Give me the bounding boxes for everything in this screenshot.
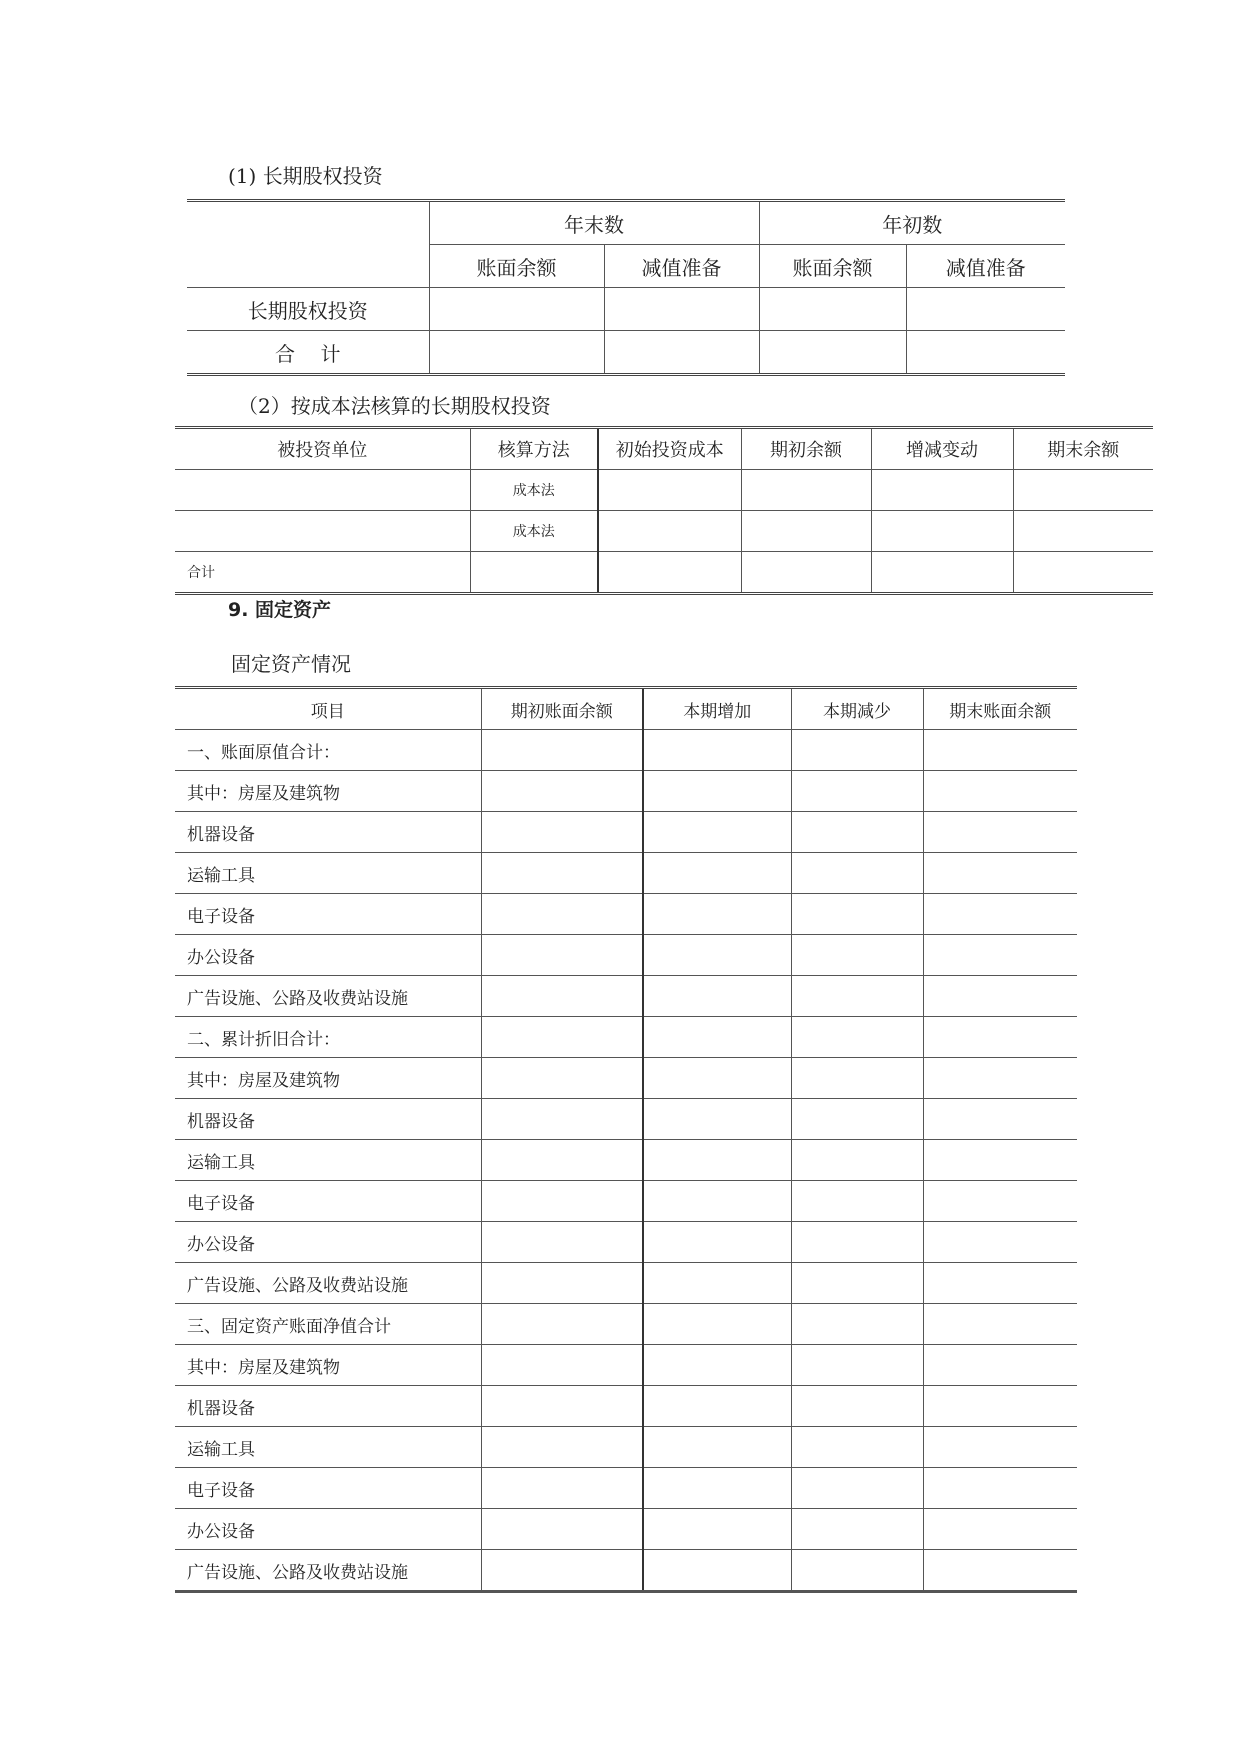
table-cell (791, 1222, 923, 1263)
table-cell (923, 894, 1077, 935)
t1-sub-header-row (187, 245, 1065, 288)
table-row (175, 853, 1077, 894)
t3-item-label: 电子设备 (175, 1181, 481, 1222)
table-cell (741, 511, 871, 552)
t3-item-label: 电子设备 (175, 894, 481, 935)
table-cell (791, 935, 923, 976)
table-row (175, 1140, 1077, 1181)
table-cell (1013, 552, 1153, 594)
table-cell (643, 1345, 791, 1386)
t3-item-label: 广告设施、公路及收费站设施 (175, 1550, 481, 1592)
table-cell (923, 730, 1077, 771)
table-cell (923, 935, 1077, 976)
t3-item-label: 机器设备 (175, 812, 481, 853)
table-row (175, 1058, 1077, 1099)
table-cell (643, 1263, 791, 1304)
table-cell (791, 1263, 923, 1304)
table-cell (923, 1263, 1077, 1304)
table-cell (643, 1140, 791, 1181)
section1-heading: (1) 长期股权投资 (228, 164, 383, 188)
table-row (175, 1099, 1077, 1140)
t2-header: 核算方法 (470, 428, 598, 470)
table-cell (923, 812, 1077, 853)
table-cell (923, 976, 1077, 1017)
t2-unit-cell (175, 470, 470, 511)
table-cell (643, 1304, 791, 1345)
table-cell (481, 812, 643, 853)
table-cell (643, 1509, 791, 1550)
table-cell (481, 1058, 643, 1099)
table-cell (481, 853, 643, 894)
table-cell (643, 1468, 791, 1509)
t3-item-label: 其中：房屋及建筑物 (175, 771, 481, 812)
table-cell (923, 1058, 1077, 1099)
t3-header: 期初账面余额 (481, 688, 643, 730)
table-cell (923, 1304, 1077, 1345)
table-row (175, 1468, 1077, 1509)
table-cell (481, 1140, 643, 1181)
long-term-equity-table (187, 199, 1065, 376)
table-row (175, 1181, 1077, 1222)
table-cell (481, 1550, 643, 1592)
table-cell (923, 1181, 1077, 1222)
table-cell (923, 771, 1077, 812)
table-cell (643, 1427, 791, 1468)
t1-sub-header: 账面余额 (759, 245, 906, 288)
table-cell (923, 853, 1077, 894)
table-row (175, 1304, 1077, 1345)
t3-header-row (175, 688, 1077, 730)
table-cell (481, 1386, 643, 1427)
table-cell (923, 1222, 1077, 1263)
t1-sub-header: 减值准备 (604, 245, 759, 288)
table-cell (923, 1017, 1077, 1058)
table-cell (481, 1099, 643, 1140)
t3-item-label: 一、账面原值合计： (175, 730, 481, 771)
table-cell (643, 1058, 791, 1099)
table-cell (791, 1304, 923, 1345)
table-row (175, 1222, 1077, 1263)
table-cell (759, 331, 906, 375)
table-cell (604, 331, 759, 375)
table-cell (598, 511, 741, 552)
table-cell (923, 1345, 1077, 1386)
t3-item-label: 广告设施、公路及收费站设施 (175, 1263, 481, 1304)
table-cell (481, 1017, 643, 1058)
t1-row-label: 长期股权投资 (187, 288, 429, 331)
table-cell (481, 730, 643, 771)
table-cell (791, 853, 923, 894)
table-cell (923, 1140, 1077, 1181)
table-cell (481, 1509, 643, 1550)
table-row (175, 771, 1077, 812)
table-cell (1013, 511, 1153, 552)
fixed-assets-table (175, 686, 1077, 1593)
table-cell (923, 1099, 1077, 1140)
table-cell (791, 1550, 923, 1592)
table-cell (429, 288, 604, 331)
table-cell (481, 1263, 643, 1304)
table-cell (906, 331, 1065, 375)
table-cell (598, 552, 741, 594)
t2-header: 增减变动 (871, 428, 1013, 470)
table-cell (643, 1181, 791, 1222)
t3-item-label: 三、固定资产账面净值合计 (175, 1304, 481, 1345)
t1-group-header-row (187, 201, 1065, 245)
t1-sub-header: 减值准备 (906, 245, 1065, 288)
t2-total-label: 合计 (175, 552, 470, 594)
table-cell (481, 1304, 643, 1345)
table-row (175, 730, 1077, 771)
section3-title: 9. 固定资产 (228, 599, 332, 621)
table-cell (481, 1222, 643, 1263)
t2-method-cell (470, 552, 598, 594)
table-row (175, 511, 1153, 552)
table-cell (923, 1468, 1077, 1509)
t3-header: 本期减少 (791, 688, 923, 730)
table-cell (791, 771, 923, 812)
table-cell (643, 976, 791, 1017)
table-row (175, 812, 1077, 853)
table-cell (791, 1140, 923, 1181)
table-cell (643, 935, 791, 976)
table-cell (643, 1099, 791, 1140)
t3-item-label: 办公设备 (175, 935, 481, 976)
table-row (175, 894, 1077, 935)
table-row (175, 935, 1077, 976)
t3-item-label: 其中：房屋及建筑物 (175, 1058, 481, 1099)
table-cell (741, 470, 871, 511)
t3-header: 期末账面余额 (923, 688, 1077, 730)
table-cell (481, 1181, 643, 1222)
table-cell (791, 1509, 923, 1550)
table-cell (871, 511, 1013, 552)
table-cell (791, 976, 923, 1017)
t1-corner-cell (187, 245, 429, 288)
t3-item-label: 运输工具 (175, 853, 481, 894)
t3-item-label: 机器设备 (175, 1099, 481, 1140)
table-cell (481, 976, 643, 1017)
section2-heading: （2）按成本法核算的长期股权投资 (238, 394, 551, 418)
table-cell (1013, 470, 1153, 511)
t3-item-label: 运输工具 (175, 1140, 481, 1181)
t3-header: 项目 (175, 688, 481, 730)
table-cell (604, 288, 759, 331)
t2-method-cell: 成本法 (470, 511, 598, 552)
t3-header: 本期增加 (643, 688, 791, 730)
table-cell (643, 1550, 791, 1592)
table-cell (923, 1509, 1077, 1550)
t1-sub-header: 账面余额 (429, 245, 604, 288)
table-cell (481, 771, 643, 812)
table-cell (923, 1550, 1077, 1592)
table-cell (791, 1427, 923, 1468)
table-row (187, 288, 1065, 331)
t3-item-label: 办公设备 (175, 1509, 481, 1550)
table-cell (643, 812, 791, 853)
table-cell (643, 730, 791, 771)
t3-item-label: 电子设备 (175, 1468, 481, 1509)
t3-item-label: 运输工具 (175, 1427, 481, 1468)
table-row (175, 1263, 1077, 1304)
t3-item-label: 其中：房屋及建筑物 (175, 1345, 481, 1386)
table-cell (481, 1345, 643, 1386)
table-row (175, 470, 1153, 511)
section3-subtitle: 固定资产情况 (231, 652, 351, 676)
t2-header: 被投资单位 (175, 428, 470, 470)
t1-row-label: 合 计 (187, 331, 429, 375)
table-cell (791, 1017, 923, 1058)
table-row (187, 331, 1065, 375)
t3-item-label: 办公设备 (175, 1222, 481, 1263)
t1-group-header: 年初数 (759, 201, 1065, 245)
table-cell (791, 1468, 923, 1509)
table-row (175, 1017, 1077, 1058)
table-row (175, 976, 1077, 1017)
table-cell (871, 552, 1013, 594)
table-cell (429, 331, 604, 375)
table-cell (481, 1468, 643, 1509)
t1-corner-cell (187, 201, 429, 245)
table-cell (791, 1099, 923, 1140)
t3-item-label: 机器设备 (175, 1386, 481, 1427)
cost-method-investment-table (175, 426, 1153, 595)
table-cell (643, 771, 791, 812)
table-cell (598, 470, 741, 511)
t2-header: 期初余额 (741, 428, 871, 470)
table-cell (481, 894, 643, 935)
t2-header: 期末余额 (1013, 428, 1153, 470)
table-cell (791, 1345, 923, 1386)
table-row (175, 552, 1153, 594)
t3-item-label: 二、累计折旧合计： (175, 1017, 481, 1058)
table-cell (791, 1058, 923, 1099)
table-row (175, 1386, 1077, 1427)
table-cell (923, 1386, 1077, 1427)
table-cell (871, 470, 1013, 511)
table-cell (791, 1181, 923, 1222)
table-cell (791, 894, 923, 935)
table-cell (791, 730, 923, 771)
t2-header: 初始投资成本 (598, 428, 741, 470)
table-cell (791, 812, 923, 853)
table-cell (759, 288, 906, 331)
t2-unit-cell (175, 511, 470, 552)
table-cell (643, 853, 791, 894)
t3-item-label: 广告设施、公路及收费站设施 (175, 976, 481, 1017)
table-cell (643, 894, 791, 935)
table-row (175, 1345, 1077, 1386)
table-cell (791, 1386, 923, 1427)
table-cell (906, 288, 1065, 331)
table-row (175, 1509, 1077, 1550)
table-cell (481, 935, 643, 976)
t2-method-cell: 成本法 (470, 470, 598, 511)
table-cell (643, 1386, 791, 1427)
table-cell (923, 1427, 1077, 1468)
table-cell (481, 1427, 643, 1468)
table-row (175, 1550, 1077, 1592)
table-cell (741, 552, 871, 594)
table-cell (643, 1017, 791, 1058)
t2-header-row (175, 428, 1153, 470)
t1-group-header: 年末数 (429, 201, 759, 245)
table-cell (643, 1222, 791, 1263)
table-row (175, 1427, 1077, 1468)
